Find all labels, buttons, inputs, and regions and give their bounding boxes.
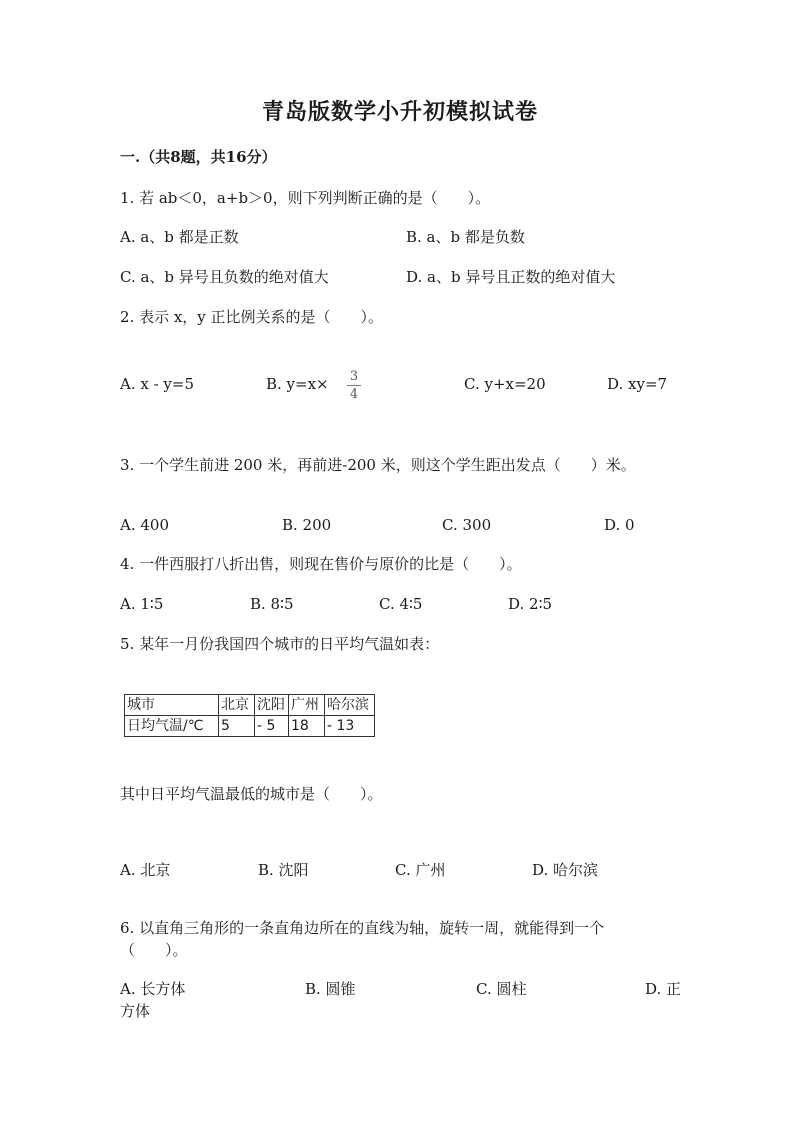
question-1-stem: 1. 若 ab＜0，a+b＞0，则下列判断正确的是（ ）。 — [120, 189, 491, 207]
question-6-stem-line-1: 6. 以直角三角形的一条直角边所在的直线为轴，旋转一周，就能得到一个 — [120, 919, 605, 937]
table-header-cell: 哈尔滨 — [325, 695, 375, 716]
question-4-stem: 4. 一件西服打八折出售，则现在售价与原价的比是（ ）。 — [120, 555, 522, 573]
fraction-denominator: 4 — [349, 387, 359, 402]
section-heading: 一.（共8题，共16分） — [120, 148, 277, 166]
page-title: 青岛版数学小升初模拟试卷 — [261, 99, 538, 125]
table-cell: 日均气温/℃ — [125, 716, 219, 737]
table-header-row — [125, 695, 375, 716]
question-3-option-c: C. 300 — [442, 516, 492, 534]
table-cell: 18 — [289, 716, 325, 737]
question-2-stem: 2. 表示 x，y 正比例关系的是（ ）。 — [120, 308, 384, 326]
question-3-option-d: D. 0 — [604, 516, 635, 534]
question-4-option-b: B. 8∶5 — [250, 595, 294, 613]
table-header-cell: 北京 — [219, 695, 255, 716]
question-5-question: 其中日平均气温最低的城市是（ ）。 — [120, 785, 383, 803]
question-6-option-d-wrap: 方体 — [120, 1002, 151, 1020]
fraction-numerator: 3 — [349, 369, 359, 384]
temperature-table — [124, 694, 375, 737]
question-6-stem-line-2: （ ）。 — [120, 941, 188, 959]
question-1-option-d: D. a、b 异号且正数的绝对值大 — [406, 268, 616, 286]
question-2-option-a: A. x - y=5 — [120, 375, 195, 393]
question-1-option-a: A. a、b 都是正数 — [120, 228, 239, 246]
table-header-cell: 城市 — [125, 695, 219, 716]
question-5-option-d: D. 哈尔滨 — [532, 861, 599, 879]
table-cell: - 13 — [325, 716, 375, 737]
question-4-option-d: D. 2∶5 — [508, 595, 553, 613]
fraction-three-quarters — [346, 370, 362, 401]
table-row — [125, 716, 375, 737]
question-4-option-a: A. 1∶5 — [120, 595, 164, 613]
table-cell: - 5 — [255, 716, 289, 737]
question-1-option-b: B. a、b 都是负数 — [406, 228, 525, 246]
question-2-option-d: D. xy=7 — [607, 375, 668, 393]
question-2-option-b: B. y=x× — [266, 375, 329, 393]
question-2-option-c: C. y+x=20 — [464, 375, 546, 393]
question-5-option-c: C. 广州 — [395, 861, 446, 879]
question-5-option-b: B. 沈阳 — [258, 861, 309, 879]
table-header-cell: 沈阳 — [255, 695, 289, 716]
question-3-option-b: B. 200 — [282, 516, 332, 534]
question-5-option-a: A. 北京 — [120, 861, 171, 879]
question-3-option-a: A. 400 — [120, 516, 169, 534]
question-6-option-a: A. 长方体 — [120, 980, 186, 998]
question-6-option-b: B. 圆锥 — [305, 980, 356, 998]
question-4-option-c: C. 4∶5 — [379, 595, 423, 613]
question-6-option-c: C. 圆柱 — [476, 980, 527, 998]
fraction-bar — [347, 385, 361, 386]
table-cell: 5 — [219, 716, 255, 737]
question-6-option-d: D. 正 — [645, 980, 682, 998]
question-3-stem: 3. 一个学生前进 200 米，再前进-200 米，则这个学生距出发点（ ）米。 — [120, 456, 636, 474]
table-header-cell: 广州 — [289, 695, 325, 716]
question-5-stem: 5. 某年一月份我国四个城市的日平均气温如表： — [120, 635, 440, 653]
question-1-option-c: C. a、b 异号且负数的绝对值大 — [120, 268, 329, 286]
